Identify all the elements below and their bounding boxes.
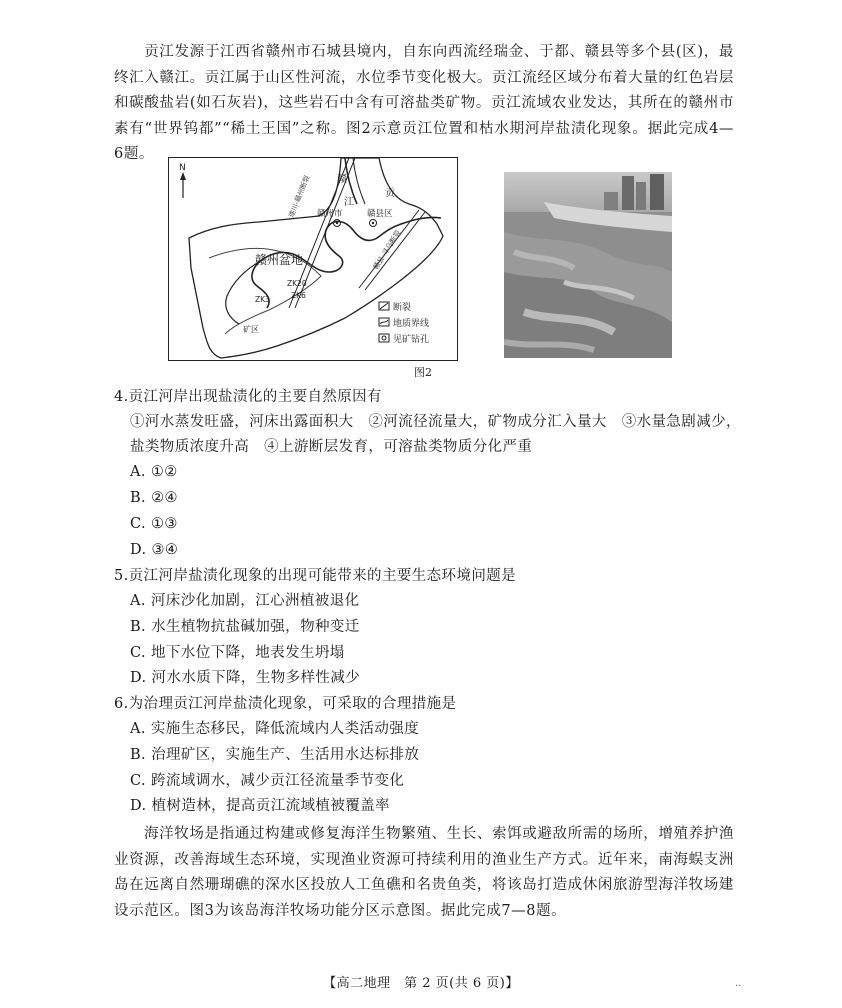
map-drawing	[169, 158, 457, 360]
label-basin: 赣州盆地	[255, 253, 304, 267]
question-4-option-a[interactable]: A. ①②	[130, 464, 178, 480]
question-4-stem-text: 贡江河岸出现盐渍化的主要自然原因有	[128, 389, 382, 405]
question-6-option-d[interactable]: D. 植树造林，提高贡江流域植被覆盖率	[130, 798, 390, 814]
question-5-number: 5.	[114, 568, 129, 584]
label-fault-b: 赣县-寻乌断裂	[371, 229, 403, 272]
label-zk20: ZK20	[287, 279, 307, 288]
page-footer: 【高二地理 第 2 页(共 6 页)】	[323, 976, 519, 991]
question-6-option-a[interactable]: A. 实施生态移民，降低流域内人类活动强度	[130, 721, 420, 737]
question-5-stem: 贡江河岸盐渍化现象的出现可能带来的主要生态环境问题是	[128, 568, 517, 584]
question-5	[114, 564, 744, 589]
riverbank-photo-image	[504, 172, 672, 358]
label-zk6: ZK6	[291, 291, 306, 300]
label-zk3: ZK3	[255, 295, 270, 304]
question-6-stem: 为治理贡江河岸盐渍化现象，可采取的合理措施是	[128, 696, 457, 712]
question-6-number: 6.	[114, 696, 129, 712]
label-ganzhou: 赣州市	[317, 209, 343, 219]
riverbank-photo	[504, 172, 672, 358]
legend-fault: 断裂	[393, 303, 412, 313]
label-fault-a: 遂川-赣州断裂	[287, 174, 312, 219]
label-gong: 贡	[385, 188, 395, 199]
label-jiang: 江	[344, 197, 354, 208]
question-5-option-b[interactable]: B. 水生植物抗盐碱加强，物种变迁	[130, 619, 360, 635]
label-ganxian: 赣县区	[367, 209, 393, 219]
question-4-option-d[interactable]: D. ③④	[130, 542, 179, 558]
label-mine: 矿区	[243, 325, 259, 334]
question-4-stem	[114, 385, 744, 410]
intro-paragraph-2	[114, 822, 734, 924]
question-4	[114, 385, 744, 460]
question-6-option-b[interactable]: B. 治理矿区，实施生产、生活用水达标排放	[130, 747, 420, 763]
question-5-option-a[interactable]: A. 河床沙化加剧，江心洲植被退化	[130, 593, 360, 609]
question-4-option-c[interactable]: C. ①③	[130, 516, 178, 532]
intro-1-text: 贡江发源于江西省赣州市石城县境内，自东向西流经瑞金、于都、赣县等多个县(区)，最终汇入赣江。贡江属于山区性河流，水位季节变化极大。贡江流经区域分布着大量的红色岩层和碳酸盐岩(如石灰岩)，这些岩石中含有可溶盐类矿物。贡江流域农业发达，其所在的赣州市素有“世界钨都”“稀土王国”之称。图2示意贡江位置和枯水期河岸盐渍化现象。据此完成4—6题。	[114, 44, 734, 162]
figure-caption: 图2	[414, 366, 432, 379]
question-4-statements-2: 盐类物质浓度升高 ④上游断层发育，可溶盐类物质分化严重	[130, 439, 533, 455]
question-4-option-b[interactable]: B. ②④	[130, 490, 178, 506]
question-4-number: 4.	[114, 389, 129, 405]
question-4-statements-1: ①河水蒸发旺盛，河床出露面积大 ②河流径流量大，矿物成分汇入量大 ③水量急剧减少，	[130, 414, 741, 430]
footer-mark: ..	[735, 978, 742, 989]
legend-borehole: 见矿钻孔	[393, 335, 430, 345]
question-5-option-c[interactable]: C. 地下水位下降，地表发生坍塌	[130, 645, 345, 661]
north-label: N	[179, 163, 186, 173]
question-6	[114, 692, 744, 717]
intro-paragraph-1	[114, 40, 734, 168]
question-6-option-c[interactable]: C. 跨流域调水，减少贡江径流量季节变化	[130, 773, 405, 789]
question-5-option-d[interactable]: D. 河水水质下降，生物多样性减少	[130, 670, 361, 686]
gongjiang-map	[168, 157, 458, 361]
legend-boundary: 地质界线	[393, 319, 430, 329]
label-gan: 赣	[337, 174, 347, 185]
intro-2-text: 海洋牧场是指通过构建或修复海洋生物繁殖、生长、索饵或避敌所需的场所，增殖养护渔业资源，改善海域生态环境，实现渔业资源可持续利用的渔业生产方式。近年来，南海蜈支洲岛在远离自然珊瑚礁的深水区投放人工鱼礁和名贵鱼类，将该岛打造成休闲旅游型海洋牧场建设示范区。图3为该岛海洋牧场功能分区示意图。据此完成7—8题。	[114, 826, 734, 919]
